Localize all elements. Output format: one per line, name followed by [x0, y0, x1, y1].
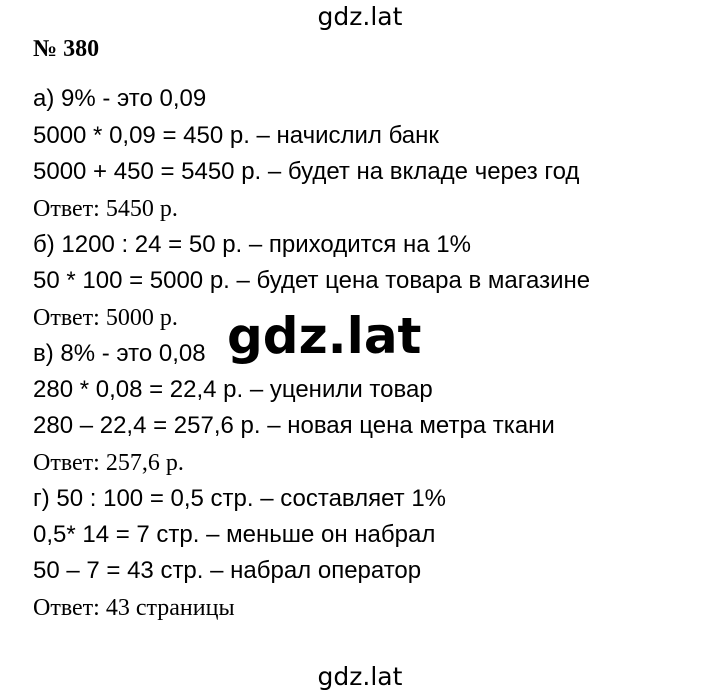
solution-line: 50 – 7 = 43 стр. – набрал оператор: [33, 557, 422, 584]
solution-line: 5000 * 0,09 = 450 р. – начислил банк: [33, 122, 439, 149]
solution-line: а) 9% - это 0,09: [33, 85, 207, 112]
watermark-bottom: gdz.lat: [317, 662, 403, 691]
solution-line: 50 * 100 = 5000 р. – будет цена товара в магазине: [33, 267, 591, 294]
solution-line: 280 – 22,4 = 257,6 р. – новая цена метра ткани: [33, 412, 555, 439]
solution-line: 280 * 0,08 = 22,4 р. – уценили товар: [33, 376, 433, 403]
answer-line: Ответ: 257,6 р.: [33, 450, 184, 476]
solution-line: 0,5* 14 = 7 стр. – меньше он набрал: [33, 521, 436, 548]
answer-line: Ответ: 5000 р.: [33, 305, 178, 331]
solution-line: г) 50 : 100 = 0,5 стр. – составляет 1%: [33, 485, 447, 512]
task-title: № 380: [33, 36, 100, 62]
solution-line: б) 1200 : 24 = 50 р. – приходится на 1%: [33, 231, 471, 258]
solution-line: 5000 + 450 = 5450 р. – будет на вкладе через год: [33, 158, 580, 185]
answer-line: Ответ: 5450 р.: [33, 196, 178, 222]
solution-line: в) 8% - это 0,08: [33, 340, 206, 367]
answer-line: Ответ: 43 страницы: [33, 595, 235, 621]
watermark-middle: gdz.lat: [227, 307, 422, 365]
watermark-top: gdz.lat: [317, 2, 403, 31]
